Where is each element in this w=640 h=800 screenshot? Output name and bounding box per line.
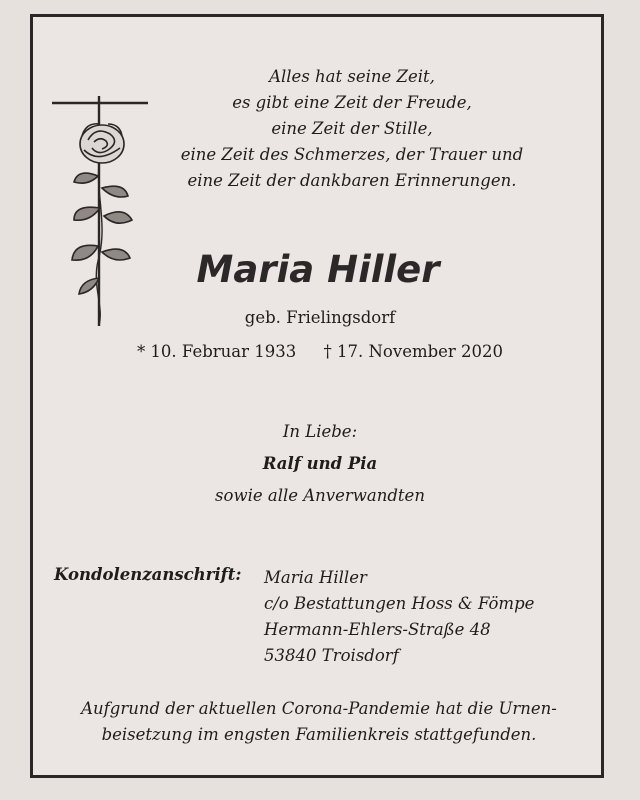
condolence-label: Kondolenzanschrift: [54,565,242,584]
mourners-names: Ralf und Pia [262,454,378,473]
verse-line: Alles hat seine Zeit, [269,67,435,86]
verse-line: es gibt eine Zeit der Freude, [232,93,472,112]
notice-line: beisetzung im engsten Familienkreis stattgefunden. [101,725,537,744]
deceased-name: Maria Hiller [196,248,440,291]
address-line: Hermann-Ehlers-Straße 48 [264,620,491,639]
mourners-block [120,420,520,508]
verse-line: eine Zeit der Stille, [271,119,433,138]
mourners-intro: In Liebe: [282,422,358,441]
verse-line: eine Zeit des Schmerzes, der Trauer und [180,145,524,164]
funeral-notice [54,696,584,748]
memorial-verse [172,64,532,194]
rose-shape [72,124,132,326]
address-line: 53840 Troisdorf [264,646,399,665]
life-dates [110,340,530,364]
birth-name: geb. Frielingsdorf [244,308,396,327]
cross-with-rose-icon [52,96,148,326]
address-line: c/o Bestattungen Hoss & Fömpe [264,594,535,613]
mourners-others: sowie alle Anverwandten [215,486,425,505]
address-line: Maria Hiller [264,568,367,587]
death-date: † 17. November 2020 [323,342,504,361]
verse-line: eine Zeit der dankbaren Erinnerungen. [187,171,517,190]
birth-date: * 10. Februar 1933 [136,342,297,361]
notice-line: Aufgrund der aktuellen Corona-Pandemie hat die Urnen- [81,699,557,718]
condolence-address [264,565,534,669]
